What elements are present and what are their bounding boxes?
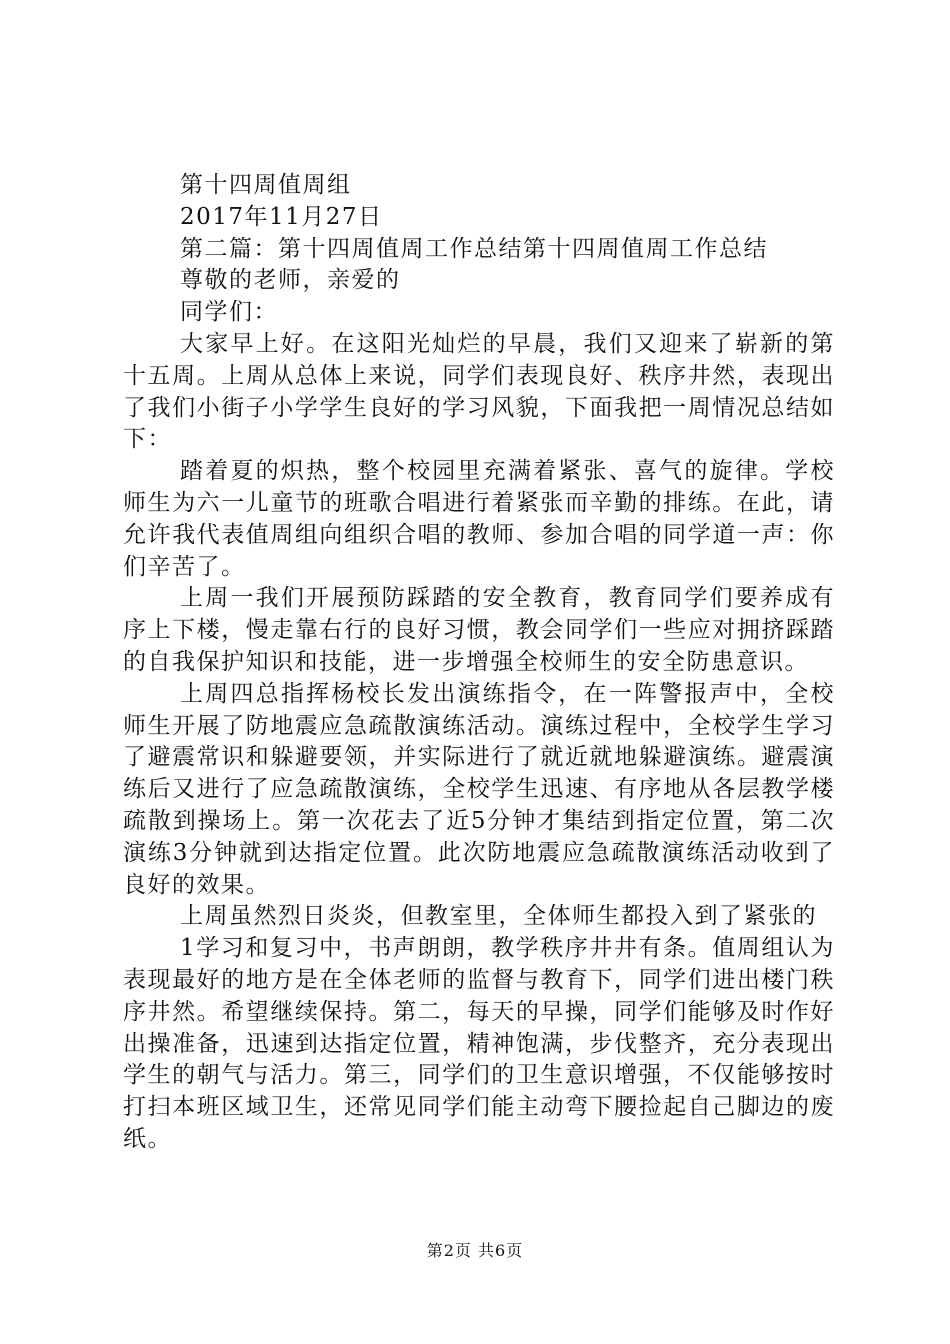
paragraph-rehearsal: 踏着夏的炽热，整个校园里充满着紧张、喜气的旋律。学校师生为六一儿童节的班歌合唱进行着紧张而辛勤的排练。在此，请允许我代表值周组向组织合唱的教师、参加合唱的同学道一声：你们辛苦了。 (123, 458, 835, 580)
paragraph-study: 上周虽然烈日炎炎，但教室里，全体师生都投入到了紧张的 (180, 903, 817, 930)
paragraph-safety: 上周一我们开展预防踩踏的安全教育，教育同学们要养成有序上下楼，慢走靠右行的良好习惯，教会同学们一些应对拥挤踩踏的自我保护知识和技能，进一步增强全校师生的安全防患意识。 (123, 585, 835, 675)
paragraph-summary: 1学习和复习中，书声朗朗，教学秩序井井有条。值周组认为表现最好的地方是在全体老师的监督与教育下，同学们进出楼门秩序井然。希望继续保持。第二，每天的早操，同学们能够及时作好出操准备，迅速到达指定位置，精神饱满，步伐整齐，充分表现出学生的朝气与活力。第三，同学们的卫生意识增强，不仅能够按时打扫本班区域卫生，还常见同学们能主动弯下腰捡起自己脚边的废纸。 (123, 935, 835, 1152)
paragraph-drill: 上周四总指挥杨校长发出演练指令，在一阵警报声中，全校师生开展了防地震应急疏散演练活动。演练过程中，全校学生学习了避震常识和躲避要领，并实际进行了就近就地躲避演练。避震演练后又进行了应急疏散演练，全校学生迅速、有序地从各层教学楼疏散到操场上。第一次花去了近5分钟才集结到指定位置，第二次演练3分钟就到达指定位置。此次防地震应急疏散演练活动收到了良好的效果。 (123, 680, 835, 898)
document-body (123, 170, 835, 1156)
page-number: 第2页 共6页 (426, 1241, 524, 1260)
signature-date: 2017年11月27日 (180, 203, 383, 230)
salutation-line-1: 尊敬的老师，亲爱的 (180, 267, 401, 294)
signature-group: 第十四周值周组 (180, 172, 352, 198)
salutation-line-2: 同学们： (180, 299, 278, 326)
section-title: 第二篇：第十四周值周工作总结第十四周值周工作总结 (180, 235, 768, 262)
paragraph-greeting: 大家早上好。在这阳光灿烂的早晨，我们又迎来了崭新的第十五周。上周从总体上来说，同学们表现良好、秩序井然，表现出了我们小街子小学学生良好的学习风貌，下面我把一周情况总结如下： (123, 330, 835, 453)
